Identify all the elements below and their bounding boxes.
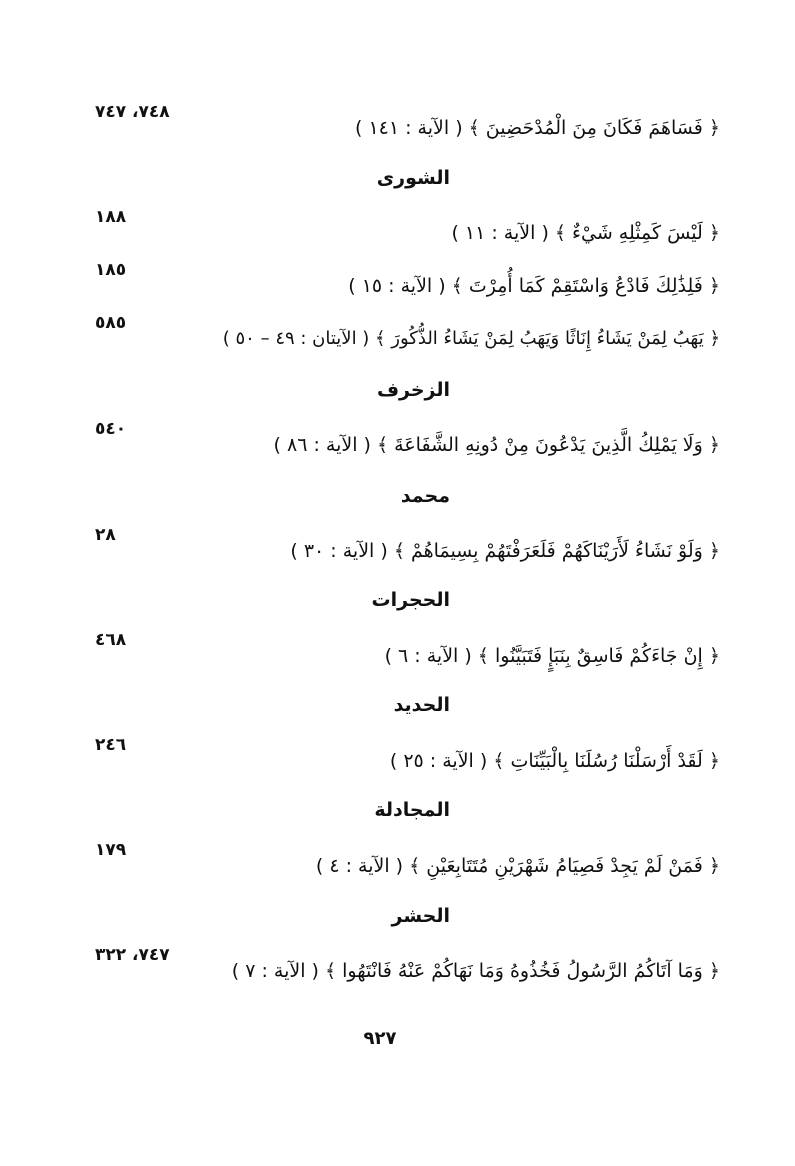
verse-entry (95, 945, 720, 988)
verse-text: ﴿ لَيْسَ كَمِثْلِهِ شَيْءٌ ﴾ ( الآية : ١١ ) (451, 222, 720, 244)
verse-text: ﴿ فَلِذَٰلِكَ فَادْعُ وَاسْتَقِمْ كَمَا أُمِرْتَ ﴾ ( الآية : ١٥ ) (348, 275, 720, 297)
verse-entry (95, 207, 720, 250)
verse-text: ﴿ فَمَنْ لَمْ يَجِدْ فَصِيَامُ شَهْرَيْنِ مُتَتَابِعَيْنِ ﴾ ( الآية : ٤ ) (315, 855, 720, 877)
page-number: ٩٢٧ (363, 1028, 397, 1049)
verse-text: ﴿ يَهَبُ لِمَنْ يَشَاءُ إِنَاثًا وَيَهَبُ لِمَنْ يَشَاءُ الذُّكُورَ ﴾ ( الآيتان : ٤٩ – ٥٠ ) (222, 328, 720, 349)
page-refs: ٢٨ (95, 525, 116, 545)
page-refs: ٧٤٧، ٣٢٢ (95, 945, 170, 965)
verse-entry (95, 419, 720, 462)
verse-entry (95, 313, 720, 356)
page-refs: ١٨٨ (95, 207, 127, 227)
verse-text: ﴿ وَلَوْ نَشَاءُ لَأَرَيْنَاكَهُمْ فَلَعَرَفْتَهُمْ بِسِيمَاهُمْ ﴾ ( الآية : ٣٠ ) (290, 540, 720, 562)
page-refs: ٥٤٠ (95, 419, 127, 439)
surah-heading-hadid: الحديد (393, 694, 450, 716)
page-refs: ٧٤٨، ٧٤٧ (95, 102, 170, 122)
surah-heading-shura: الشورى (376, 167, 450, 189)
surah-heading-zukhruf: الزخرف (376, 379, 450, 401)
verse-entry (95, 840, 720, 883)
verse-text: ﴿ فَسَاهَمَ فَكَانَ مِنَ الْمُدْحَضِينَ ﴾ ( الآية : ١٤١ ) (355, 117, 720, 139)
surah-heading-hashr: الحشر (391, 905, 450, 927)
surah-heading-mujadala: المجادلة (374, 799, 450, 821)
page-refs: ٢٤٦ (95, 735, 127, 755)
page-refs: ١٨٥ (95, 260, 127, 280)
verse-entry (95, 260, 720, 303)
verse-entry (95, 525, 720, 568)
page-refs: ٤٦٨ (95, 630, 127, 650)
page-refs: ١٧٩ (95, 840, 127, 860)
verse-text: ﴿ وَمَا آتَاكُمُ الرَّسُولُ فَخُذُوهُ وَمَا نَهَاكُمْ عَنْهُ فَانْتَهُوا ﴾ ( الآية : ٧ ) (231, 960, 720, 982)
verse-entry (95, 630, 720, 673)
verse-text: ﴿ لَقَدْ أَرْسَلْنَا رُسُلَنَا بِالْبَيِّنَاتِ ﴾ ( الآية : ٢٥ ) (389, 750, 720, 772)
verse-entry (95, 735, 720, 778)
surah-heading-muhammad: محمد (400, 485, 450, 507)
page-refs: ٥٨٥ (95, 313, 127, 333)
verse-entry (95, 102, 720, 145)
verse-text: ﴿ إِنْ جَاءَكُمْ فَاسِقٌ بِنَبَإٍ فَتَبَيَّنُوا ﴾ ( الآية : ٦ ) (384, 645, 720, 667)
surah-heading-hujurat: الحجرات (371, 589, 450, 611)
verse-text: ﴿ وَلَا يَمْلِكُ الَّذِينَ يَدْعُونَ مِنْ دُونِهِ الشَّفَاعَةَ ﴾ ( الآية : ٨٦ ) (273, 434, 720, 456)
